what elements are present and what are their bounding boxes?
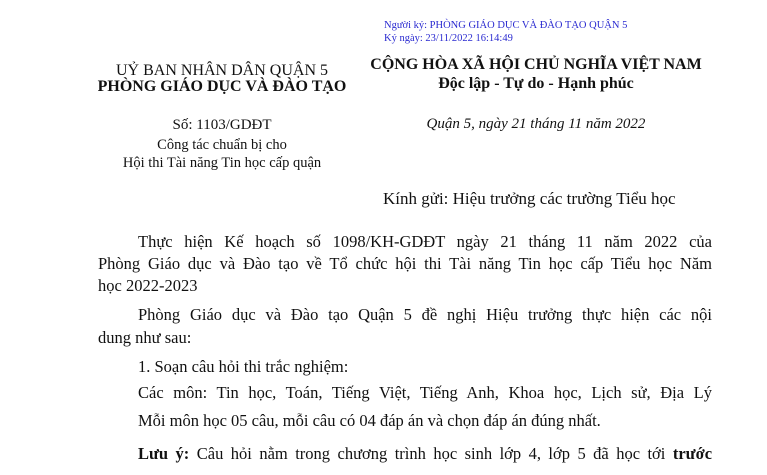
note-line <box>138 444 712 464</box>
paragraph-2-line-2: dung như sau: <box>98 328 192 347</box>
paragraph-1-line-3: học 2022-2023 <box>98 276 198 295</box>
list-item-1: 1. Soạn câu hỏi thi trắc nghiệm: <box>138 357 349 376</box>
agency-parent: UỶ BAN NHÂN DÂN QUẬN 5 <box>116 62 328 79</box>
subjects-line: Các môn: Tin học, Toán, Tiếng Việt, Tiếng Anh, Khoa học, Lịch sử, Địa Lý <box>138 383 712 402</box>
place-and-date: Quận 5, ngày 21 tháng 11 năm 2022 <box>426 116 646 132</box>
questions-line: Mỗi môn học 05 câu, mỗi câu có 04 đáp án và chọn đáp án đúng nhất. <box>138 411 601 430</box>
note-text: Câu hỏi nằm trong chương trình học sinh lớp 4, lớp 5 đã học tới <box>196 444 666 463</box>
document-subject-line-2: Hội thi Tài năng Tin học cấp quận <box>122 155 322 171</box>
note-label: Lưu ý: <box>138 444 190 463</box>
signature-signer: Người ký: PHÒNG GIÁO DỤC VÀ ĐÀO TẠO QUẬN 5 <box>384 20 628 31</box>
document-subject-line-1: Công tác chuẩn bị cho <box>157 137 287 153</box>
paragraph-1-line-1: Thực hiện Kế hoạch số 1098/KH-GDĐT ngày 21 tháng 11 năm 2022 của <box>138 232 712 251</box>
paragraph-2-line-1: Phòng Giáo dục và Đào tạo Quận 5 đề nghị Hiệu trưởng thực hiện các nội <box>138 305 712 324</box>
document-number: Số: 1103/GDĐT <box>172 117 272 133</box>
note-emphasis: trước <box>672 444 713 463</box>
national-title: CỘNG HÒA XÃ HỘI CHỦ NGHĨA VIỆT NAM <box>370 56 702 73</box>
recipient-line: Kính gửi: Hiệu trưởng các trường Tiểu học <box>383 189 676 208</box>
national-motto: Độc lập - Tự do - Hạnh phúc <box>438 75 634 92</box>
paragraph-1-line-2: Phòng Giáo dục và Đào tạo về Tổ chức hội thi Tài năng Tin học cấp Tiểu học Năm <box>98 254 712 273</box>
signature-date: Ký ngày: 23/11/2022 16:14:49 <box>384 33 513 44</box>
agency-name: PHÒNG GIÁO DỤC VÀ ĐÀO TẠO <box>97 78 347 95</box>
